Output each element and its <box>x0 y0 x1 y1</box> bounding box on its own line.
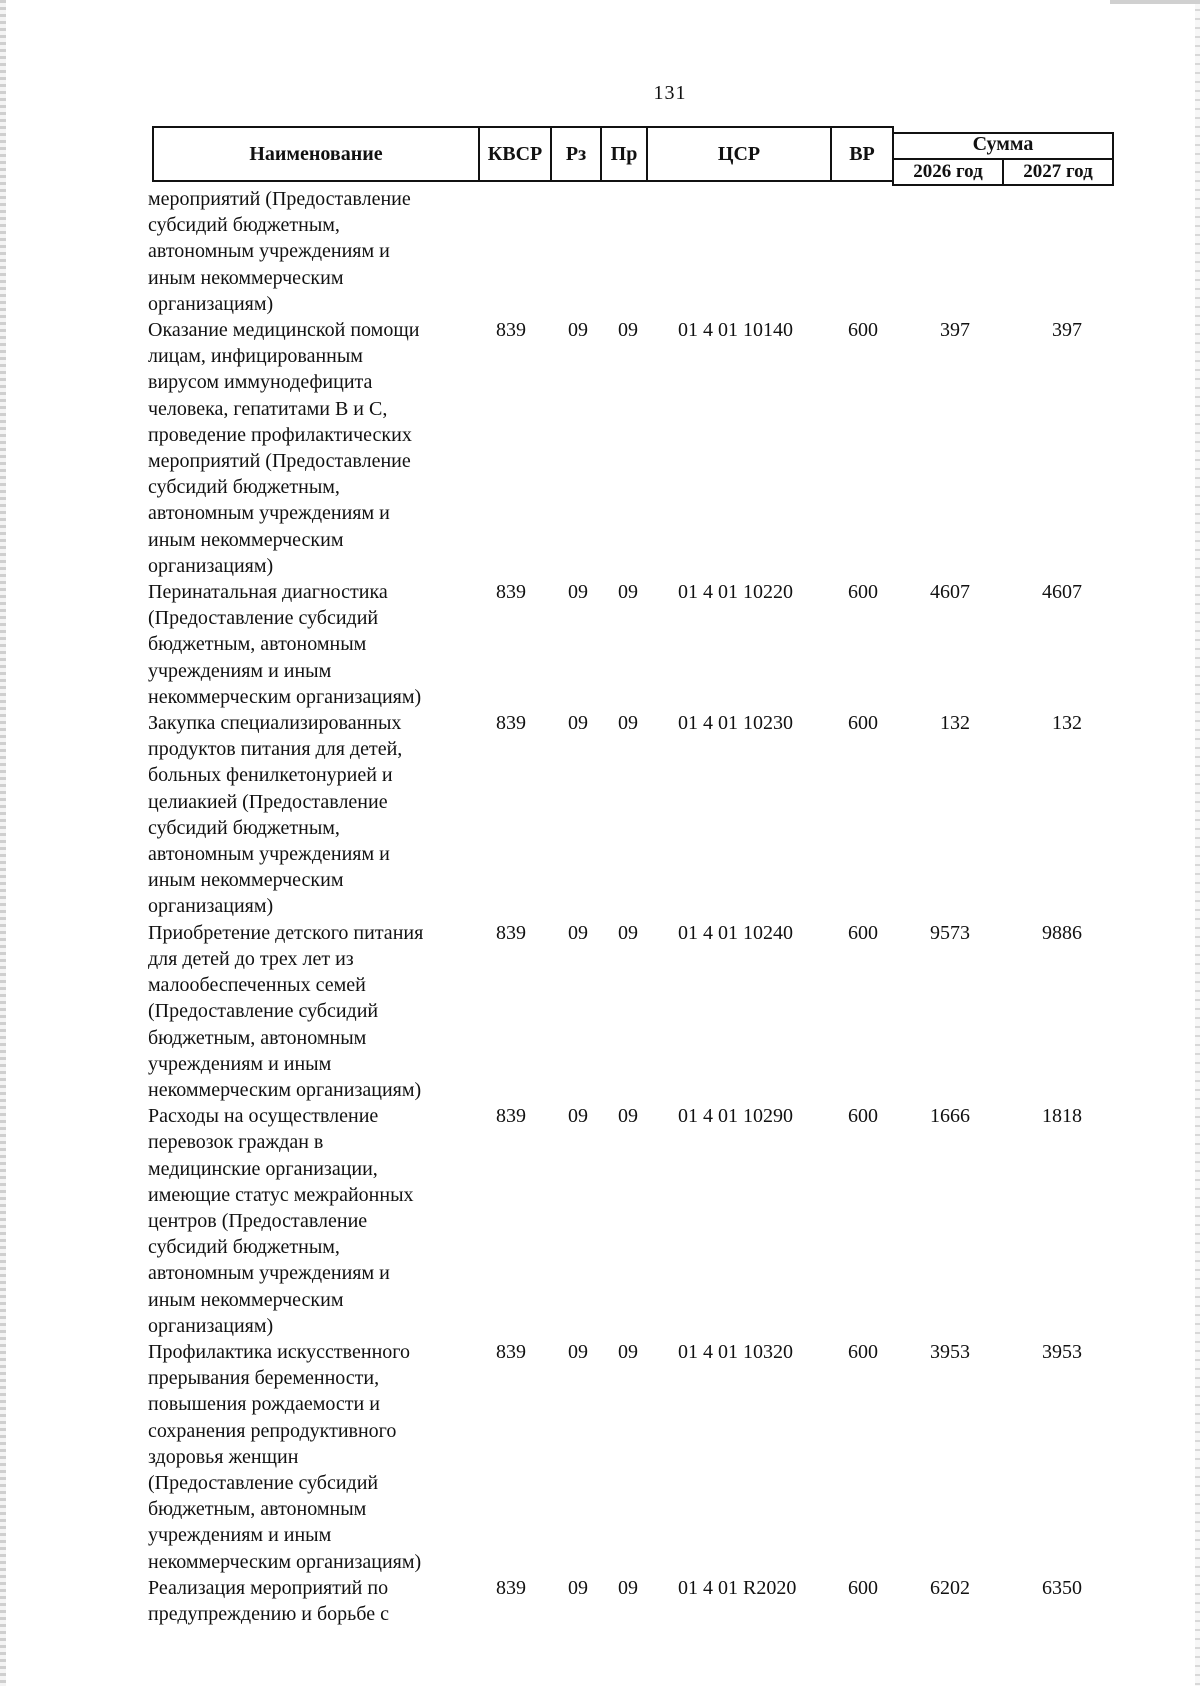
header-rz: Рз <box>550 126 602 182</box>
row-name: Реализация мероприятий по предупреждению и борьбе с <box>148 1576 389 1625</box>
row-rz: 09 <box>568 1105 588 1128</box>
row-sum-2026: 132 <box>940 712 970 735</box>
row-name: Перинатальная диагностика (Предоставление субсидий бюджетным, автономным учреждениям и иным некоммерческим организациям) <box>148 581 422 708</box>
row-sum-2026: 9573 <box>930 921 970 944</box>
row-csr: 01 4 01 10140 <box>678 319 793 342</box>
row-vr: 600 <box>848 319 878 342</box>
table-row <box>148 920 1118 1103</box>
table-header <box>152 126 1114 186</box>
row-vr: 600 <box>848 1576 878 1599</box>
row-kvsr: 839 <box>496 581 526 604</box>
row-rz: 09 <box>568 921 588 944</box>
row-rz: 09 <box>568 581 588 604</box>
row-sum-2026: 6202 <box>930 1576 970 1599</box>
row-kvsr: 839 <box>496 319 526 342</box>
row-kvsr: 839 <box>496 921 526 944</box>
row-vr: 600 <box>848 581 878 604</box>
row-vr: 600 <box>848 921 878 944</box>
row-sum-2027: 6350 <box>1042 1576 1082 1599</box>
row-csr: 01 4 01 10320 <box>678 1340 793 1363</box>
row-csr: 01 4 01 R2020 <box>678 1576 797 1599</box>
table-row <box>148 317 1118 579</box>
table-row <box>148 1339 1118 1575</box>
row-sum-2027: 4607 <box>1042 581 1082 604</box>
row-sum-2027: 397 <box>1052 319 1082 342</box>
header-pr: Пр <box>600 126 648 182</box>
row-pr: 09 <box>618 1340 638 1363</box>
row-sum-2027: 9886 <box>1042 921 1082 944</box>
row-name: Расходы на осуществление перевозок граждан в медицинские организации, имеющие статус межрайонных центров (Предоставление субсидий бюджетным, автономным учреждениям и иным некоммерческим организациям) <box>148 1105 414 1337</box>
row-sum-2027: 132 <box>1052 712 1082 735</box>
scan-edge-top <box>1110 0 1200 4</box>
row-pr: 09 <box>618 1105 638 1128</box>
row-pr: 09 <box>618 319 638 342</box>
row-rz: 09 <box>568 1576 588 1599</box>
table-row <box>148 1575 1118 1627</box>
table-row <box>148 579 1118 710</box>
row-vr: 600 <box>848 1105 878 1128</box>
row-csr: 01 4 01 10230 <box>678 712 793 735</box>
row-vr: 600 <box>848 1340 878 1363</box>
header-year-2026: 2026 год <box>892 158 1004 186</box>
row-kvsr: 839 <box>496 1105 526 1128</box>
row-sum-2027: 3953 <box>1042 1340 1082 1363</box>
row-sum-2026: 1666 <box>930 1105 970 1128</box>
header-kvsr: КВСР <box>478 126 552 182</box>
row-name: Закупка специализированных продуктов питания для детей, больных фенилкетонурией и целиакией (Предоставление субсидий бюджетным, автономным учреждениям и иным некоммерческим организациям) <box>148 712 403 918</box>
row-name: мероприятий (Предоставление субсидий бюджетным, автономным учреждениям и иным некоммерческим организациям) <box>148 188 411 315</box>
header-name: Наименование <box>152 126 480 182</box>
row-sum-2027: 1818 <box>1042 1105 1082 1128</box>
header-sum: Сумма <box>892 132 1114 160</box>
row-rz: 09 <box>568 712 588 735</box>
table-row-continuation <box>148 186 1118 317</box>
row-sum-2026: 397 <box>940 319 970 342</box>
row-name: Оказание медицинской помощи лицам, инфицированным вирусом иммунодефицита человека, гепатитами В и С, проведение профилактических мероприятий (Предоставление субсидий бюджетным, автономным учреждениям и иным некоммерческим организациям) <box>148 319 420 577</box>
row-kvsr: 839 <box>496 1576 526 1599</box>
row-vr: 600 <box>848 712 878 735</box>
row-name: Профилактика искусственного прерывания беременности, повышения рождаемости и сохранения репродуктивного здоровья женщин (Предоставление субсидий бюджетным, автономным учреждениям и иным некоммерческим организациям) <box>148 1340 422 1573</box>
row-pr: 09 <box>618 712 638 735</box>
header-vr: ВР <box>830 126 894 182</box>
row-pr: 09 <box>618 1576 638 1599</box>
table-row <box>148 710 1118 920</box>
page-number: 131 <box>653 82 687 104</box>
row-csr: 01 4 01 10240 <box>678 921 793 944</box>
row-name: Приобретение детского питания для детей до трех лет из малообеспеченных семей (Предоставление субсидий бюджетным, автономным учреждениям и иным некоммерческим организациям) <box>148 921 424 1101</box>
row-kvsr: 839 <box>496 1340 526 1363</box>
header-csr: ЦСР <box>646 126 832 182</box>
row-csr: 01 4 01 10220 <box>678 581 793 604</box>
row-pr: 09 <box>618 921 638 944</box>
row-csr: 01 4 01 10290 <box>678 1105 793 1128</box>
header-year-2027: 2027 год <box>1002 158 1114 186</box>
row-kvsr: 839 <box>496 712 526 735</box>
table-body <box>148 186 1118 1627</box>
row-pr: 09 <box>618 581 638 604</box>
row-rz: 09 <box>568 1340 588 1363</box>
scan-edge-left <box>0 0 6 1686</box>
scan-edge-right <box>1195 0 1200 1686</box>
row-sum-2026: 3953 <box>930 1340 970 1363</box>
row-sum-2026: 4607 <box>930 581 970 604</box>
table-row <box>148 1103 1118 1339</box>
row-rz: 09 <box>568 319 588 342</box>
